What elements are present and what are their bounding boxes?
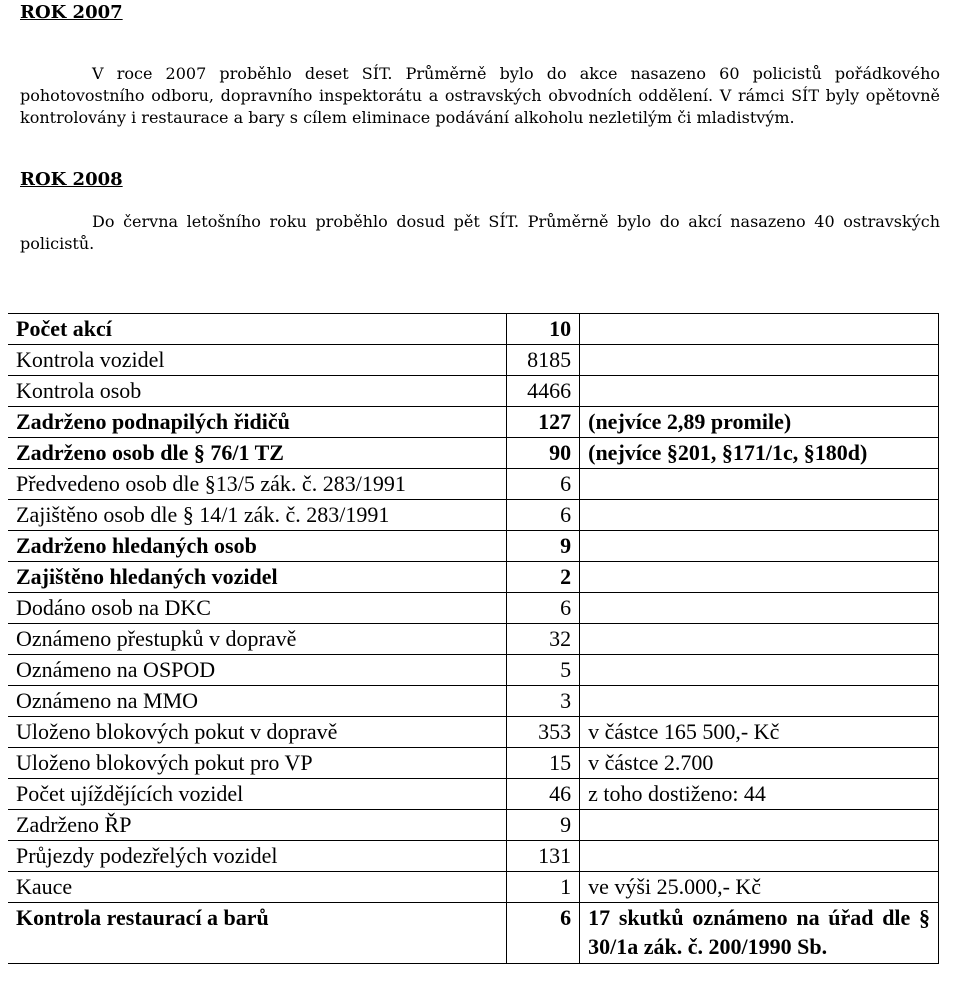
row-value: 8185: [507, 345, 580, 376]
row-value: 15: [507, 748, 580, 779]
row-label: Předvedeno osob dle §13/5 zák. č. 283/1991: [8, 469, 507, 500]
row-label: Dodáno osob na DKC: [8, 593, 507, 624]
row-note: [580, 345, 939, 376]
row-note: (nejvíce 2,89 promile): [580, 407, 939, 438]
table-row: [8, 314, 939, 345]
row-label: Oznámeno na OSPOD: [8, 655, 507, 686]
table-row: [8, 469, 939, 500]
row-label: Zadrženo osob dle § 76/1 TZ: [8, 438, 507, 469]
table-row: [8, 686, 939, 717]
row-note: [580, 841, 939, 872]
row-value: 90: [507, 438, 580, 469]
row-value: 3: [507, 686, 580, 717]
row-note: [580, 562, 939, 593]
row-value: 127: [507, 407, 580, 438]
row-label: Zadrženo ŘP: [8, 810, 507, 841]
row-note: (nejvíce §201, §171/1c, §180d): [580, 438, 939, 469]
table-row: [8, 500, 939, 531]
section-text-2008: Do června letošního roku proběhlo dosud pět SÍT. Průměrně bylo do akcí nasazeno 40 ostravských policistů.: [20, 212, 940, 253]
row-value: 4466: [507, 376, 580, 407]
row-value: 10: [507, 314, 580, 345]
section-text-2007: V roce 2007 proběhlo deset SÍT. Průměrně bylo do akce nasazeno 60 policistů pořádkového pohotovostního odboru, dopravního inspektorátu a ostravských obvodních oddělení. V rámci SÍT byly opětovně kontrolovány i restaurace a bary s cílem eliminace podávání alkoholu nezletilým či mladistvým.: [20, 64, 940, 127]
row-value: 46: [507, 779, 580, 810]
section-heading-2008: ROK 2008: [20, 169, 123, 190]
table-row: [8, 748, 939, 779]
row-note: [580, 624, 939, 655]
row-note: v částce 2.700: [580, 748, 939, 779]
row-value: 6: [507, 469, 580, 500]
row-note: v částce 165 500,- Kč: [580, 717, 939, 748]
row-label: Kontrola restaurací a barů: [8, 903, 507, 964]
row-label: Kontrola vozidel: [8, 345, 507, 376]
row-note: [580, 376, 939, 407]
row-note: 17 skutků oznámeno na úřad dle § 30/1a zák. č. 200/1990 Sb.: [580, 903, 939, 964]
row-label: Oznámeno přestupků v dopravě: [8, 624, 507, 655]
row-label: Počet ujíždějících vozidel: [8, 779, 507, 810]
row-value: 1: [507, 872, 580, 903]
row-note: [580, 810, 939, 841]
table-row: [8, 376, 939, 407]
row-value: 6: [507, 903, 580, 964]
table-row: [8, 841, 939, 872]
row-note: ve výši 25.000,- Kč: [580, 872, 939, 903]
table-row: [8, 655, 939, 686]
row-note: [580, 531, 939, 562]
table-row: [8, 779, 939, 810]
statistics-table: [8, 313, 939, 964]
row-note: [580, 655, 939, 686]
row-note: [580, 686, 939, 717]
table-row: [8, 531, 939, 562]
table-row: [8, 593, 939, 624]
table-row: [8, 717, 939, 748]
row-label: Kauce: [8, 872, 507, 903]
table-row: [8, 438, 939, 469]
row-label: Zadrženo podnapilých řidičů: [8, 407, 507, 438]
row-value: 9: [507, 810, 580, 841]
row-note: [580, 469, 939, 500]
row-note: z toho dostiženo: 44: [580, 779, 939, 810]
row-value: 353: [507, 717, 580, 748]
row-label: Oznámeno na MMO: [8, 686, 507, 717]
table-row: [8, 624, 939, 655]
row-label: Uloženo blokových pokut v dopravě: [8, 717, 507, 748]
row-note: [580, 500, 939, 531]
row-label: Uloženo blokových pokut pro VP: [8, 748, 507, 779]
row-value: 6: [507, 500, 580, 531]
table-row: [8, 345, 939, 376]
row-label: Zajištěno osob dle § 14/1 zák. č. 283/1991: [8, 500, 507, 531]
row-value: 32: [507, 624, 580, 655]
row-value: 131: [507, 841, 580, 872]
table-row: [8, 407, 939, 438]
row-label: Průjezdy podezřelých vozidel: [8, 841, 507, 872]
row-label: Zajištěno hledaných vozidel: [8, 562, 507, 593]
table-row: [8, 872, 939, 903]
row-value: 9: [507, 531, 580, 562]
table-row: [8, 562, 939, 593]
row-value: 6: [507, 593, 580, 624]
row-label: Kontrola osob: [8, 376, 507, 407]
section-heading-2007: ROK 2007: [20, 2, 123, 23]
row-label: Počet akcí: [8, 314, 507, 345]
table-row: [8, 810, 939, 841]
row-value: 5: [507, 655, 580, 686]
row-value: 2: [507, 562, 580, 593]
row-label: Zadrženo hledaných osob: [8, 531, 507, 562]
row-note: [580, 314, 939, 345]
table-row: [8, 903, 939, 964]
row-note: [580, 593, 939, 624]
